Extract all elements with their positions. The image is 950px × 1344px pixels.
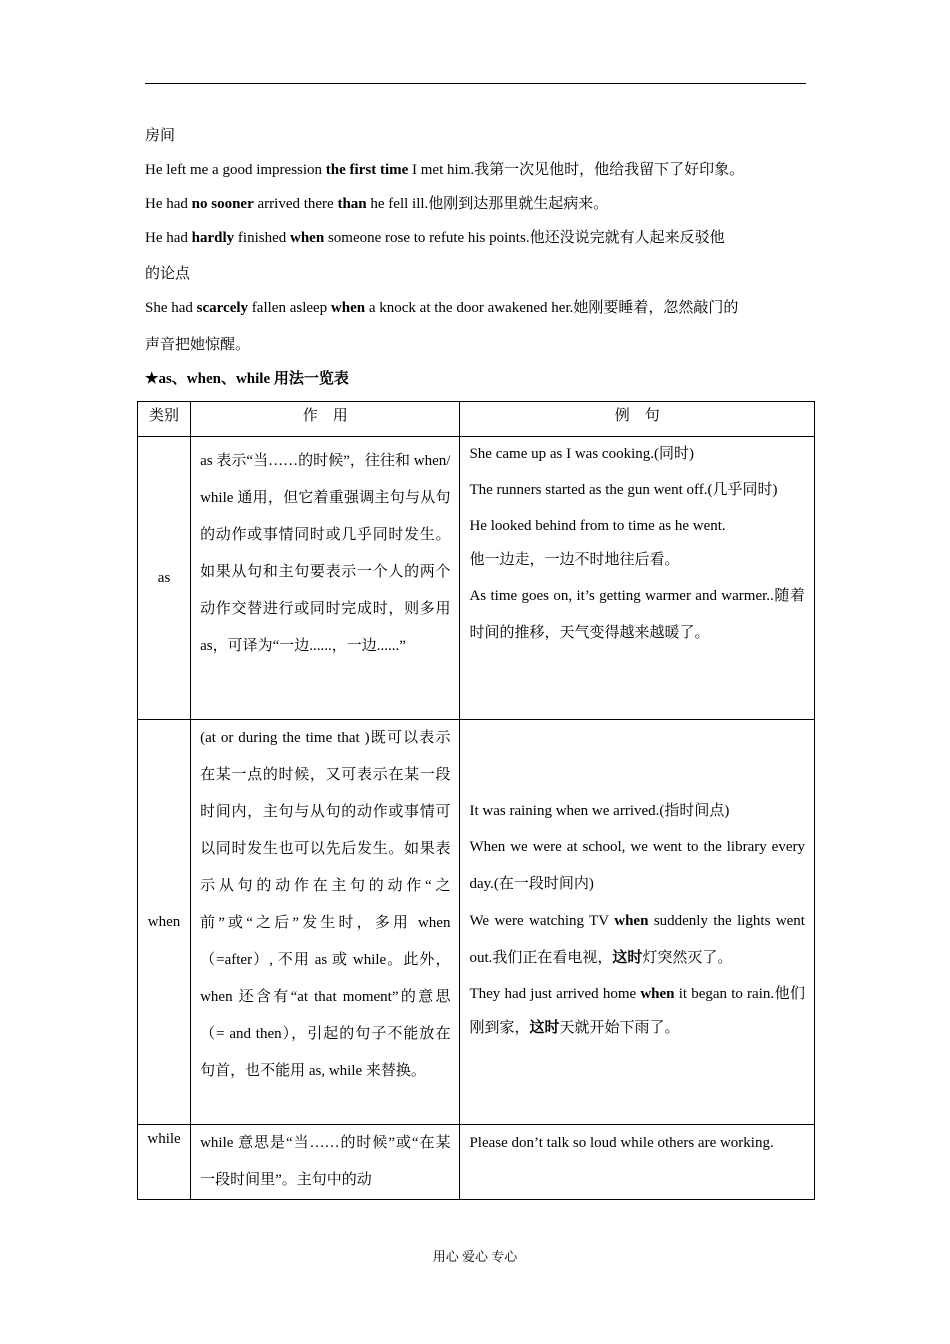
example-as-5: As time goes on, it’s getting warmer and warmer..随着时间的推移，天气变得越来越暖了。 (469, 587, 805, 641)
table-row-as (138, 437, 815, 720)
header-category: 类别 (138, 402, 191, 437)
example-when-4: They had just arrived home when it began to rain.他们刚到家，这时天就开始下雨了。 (469, 985, 805, 1036)
example-when-3: We were watching TV when suddenly the lights went out.我们正在看电视，这时灯突然灭了。 (469, 912, 805, 966)
header-rule (145, 83, 806, 84)
category-as: as (138, 437, 191, 720)
example-no-sooner: He had no sooner arrived there than he fell ill.他刚到达那里就生起病来。 (145, 196, 609, 212)
category-when: when (138, 720, 191, 1125)
examples-when (460, 720, 815, 1125)
section-title: ★as、when、while 用法一览表 (145, 371, 349, 387)
header-examples: 例 句 (460, 402, 815, 437)
function-when: (at or during the time that )既可以表示在某一点的时候，又可表示在某一段时间内，主句与从句的动作或事情可以同时发生也可以先后发生。如果表示从句的动作在主句的动作“之前”或“之后”发生时，多用 when（=after）, 不用 as 或 while。此外，when 还含有“at that moment”的意思（= and then），引起的句子不能放在句首，也不能用 as, while 来替换。 (191, 720, 460, 1125)
example-as-1: She came up as I was cooking.(同时) (469, 446, 694, 462)
example-as-2: The runners started as the gun went off.(几乎同时) (469, 481, 778, 498)
examples-while (460, 1125, 815, 1200)
example-scarcely-cont: 声音把她惊醒。 (145, 337, 251, 353)
function-as: as 表示“当……的时候”，往往和 when/ while 通用，但它着重强调主句与从句的动作或事情同时或几乎同时发生。如果从句和主句要表示一个人的两个动作交替进行或同时完成时，则多用 as，可译为“一边......，一边......” (191, 437, 460, 720)
example-when-2: When we were at school, we went to the library every day.(在一段时间内) (469, 838, 805, 892)
page-footer: 用心 爱心 专心 (432, 1249, 518, 1264)
category-while: while (138, 1125, 191, 1200)
table-row-when (138, 720, 815, 1125)
example-when-1: It was raining when we arrived.(指时间点) (469, 803, 730, 819)
example-as-4: 他一边走，一边不时地往后看。 (469, 552, 680, 568)
table-header-row (138, 402, 815, 437)
intro-line-1: 房间 (145, 128, 176, 144)
header-function: 作 用 (191, 402, 460, 437)
example-hardly-cont: 的论点 (145, 266, 191, 282)
example-scarcely: She had scarcely fallen asleep when a knock at the door awakened her.她刚要睡着，忽然敲门的 (145, 300, 739, 316)
example-as-3: He looked behind from to time as he went. (469, 517, 726, 534)
example-hardly: He had hardly finished when someone rose to refute his points.他还没说完就有人起来反驳他 (145, 230, 725, 246)
example-while-1: Please don’t talk so loud while others are working. (469, 1135, 774, 1151)
function-while: while 意思是“当……的时候”或“在某一段时间里”。主句中的动 (191, 1125, 460, 1200)
table-row-while (138, 1125, 815, 1200)
usage-table (137, 401, 815, 1200)
example-first-time: He left me a good impression the first time I met him.我第一次见他时，他给我留下了好印象。 (145, 162, 745, 178)
examples-as (460, 437, 815, 720)
